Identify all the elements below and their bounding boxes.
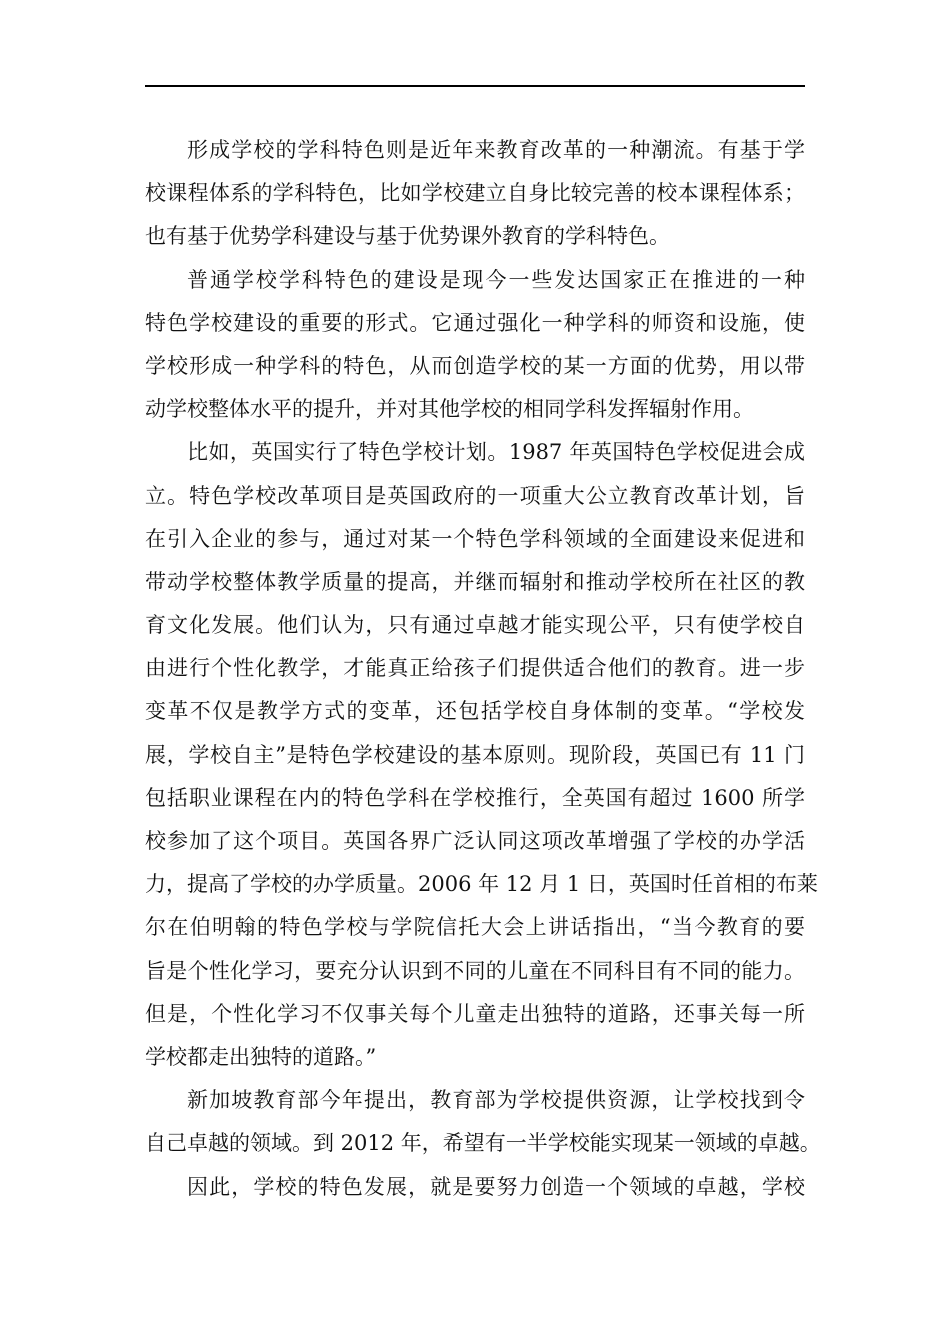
text-line: 尔在伯明翰的特色学校与学院信托大会上讲话指出，“当今教育的要 xyxy=(145,915,805,940)
text-line: 变革不仅是教学方式的变革，还包括学校自身体制的变革。“学校发 xyxy=(145,699,805,724)
text-line: 也有基于优势学科建设与基于优势课外教育的学科特色。 xyxy=(145,224,670,249)
text-line: 校参加了这个项目。英国各界广泛认同这项改革增强了学校的办学活 xyxy=(145,829,805,853)
paragraph xyxy=(145,431,818,1079)
text-line: 旨是个性化学习，要充分认识到不同的儿童在不同科目有不同的能力。 xyxy=(145,958,805,983)
text-line: 力，提高了学校的办学质量。2006 年 12 月 1 日，英国时任首相的布莱 xyxy=(145,872,818,897)
text-line: 带动学校整体教学质量的提高，并继而辐射和推动学校所在社区的教 xyxy=(145,569,805,594)
body-text xyxy=(145,129,821,1209)
text-line: 学校都走出独特的道路。” xyxy=(145,1044,377,1069)
text-line: 形成学校的学科特色则是近年来教育改革的一种潮流。有基于学 xyxy=(187,138,805,162)
text-line: 特色学校建设的重要的形式。它通过强化一种学科的师资和设施，使 xyxy=(145,310,805,335)
text-line: 自己卓越的领域。到 2012 年，希望有一半学校能实现某一领域的卓越。 xyxy=(145,1131,821,1156)
paragraph xyxy=(145,1079,821,1165)
text-line: 普通学校学科特色的建设是现今一些发达国家正在推进的一种 xyxy=(187,267,805,292)
text-line: 动学校整体水平的提升，并对其他学校的相同学科发挥辐射作用。 xyxy=(145,397,754,422)
paragraph xyxy=(145,259,805,432)
text-line: 因此，学校的特色发展，就是要努力创造一个领域的卓越，学校 xyxy=(187,1174,805,1199)
text-line: 但是，个性化学习不仅事关每个儿童走出独特的道路，还事关每一所 xyxy=(145,1001,805,1026)
text-line: 展，学校自主”是特色学校建设的基本原则。现阶段，英国已有 11 门 xyxy=(145,742,805,767)
text-line: 育文化发展。他们认为，只有通过卓越才能实现公平，只有使学校自 xyxy=(145,613,805,638)
paragraph xyxy=(145,129,805,259)
text-line: 学校形成一种学科的特色，从而创造学校的某一方面的优势，用以带 xyxy=(145,353,805,378)
text-line: 比如，英国实行了特色学校计划。1987 年英国特色学校促进会成 xyxy=(187,440,805,465)
text-line: 校课程体系的学科特色，比如学校建立自身比较完善的校本课程体系； xyxy=(145,181,805,206)
paragraph xyxy=(145,1166,805,1209)
text-line: 包括职业课程在内的特色学科在学校推行，全英国有超过 1600 所学 xyxy=(145,785,805,810)
header-rule xyxy=(145,85,805,87)
text-line: 新加坡教育部今年提出，教育部为学校提供资源，让学校找到令 xyxy=(187,1088,805,1113)
text-line: 由进行个性化教学，才能真正给孩子们提供适合他们的教育。进一步 xyxy=(145,656,805,681)
text-line: 立。特色学校改革项目是英国政府的一项重大公立教育改革计划，旨 xyxy=(145,483,805,508)
text-line: 在引入企业的参与，通过对某一个特色学科领域的全面建设来促进和 xyxy=(145,526,805,551)
